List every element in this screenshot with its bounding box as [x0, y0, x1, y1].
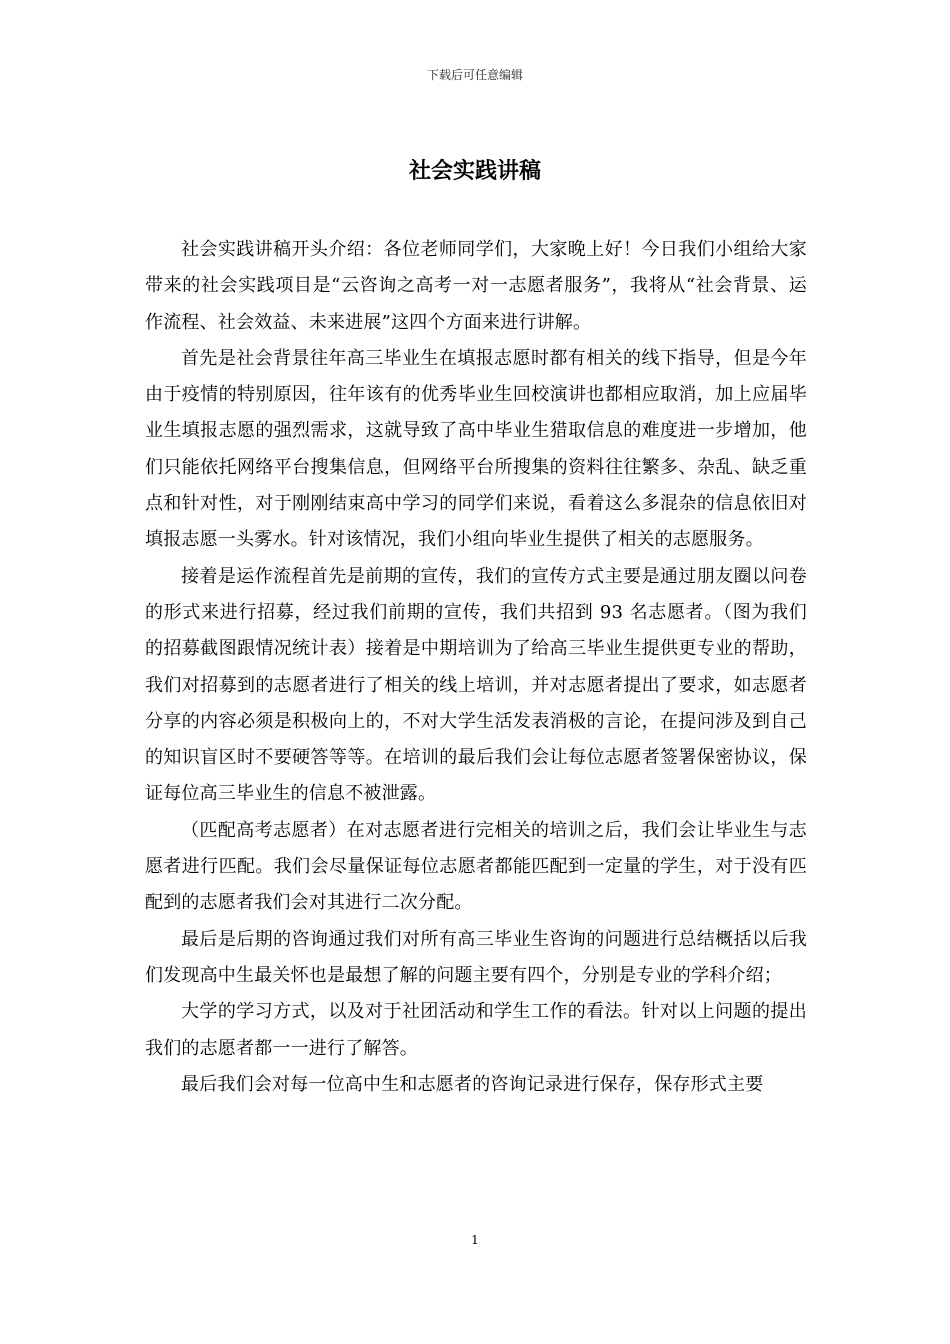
page-number: 1 [471, 1233, 479, 1247]
paragraph-process: 接着是运作流程首先是前期的宣传，我们的宣传方式主要是通过朋友圈以问卷的形式来进行招募，经过我们前期的宣传，我们共招到 93 名志愿者。（图为我们的招募截图跟情况统计表）接着是中期培训为了给高三毕业生提供更专业的帮助，我们对招募到的志愿者进行了相关的线上培训，并对志愿者提出了要求，如志愿者分享的内容必须是积极向上的，不对大学生活发表消极的言论，在提问涉及到自己的知识盲区时不要硬答等等。在培训的最后我们会让每位志愿者签署保密协议，保证每位高三毕业生的信息不被泄露。 [145, 565, 807, 805]
paragraph-intro: 社会实践讲稿开头介绍：各位老师同学们，大家晚上好！今日我们小组给大家带来的社会实践项目是“云咨询之高考一对一志愿者服务”，我将从“社会背景、运作流程、社会效益、未来进展”这四个方面来进行讲解。 [145, 239, 807, 333]
header-note: 下载后可任意编辑 [426, 68, 523, 82]
paragraph-records: 最后我们会对每一位高中生和志愿者的咨询记录进行保存，保存形式主要 [181, 1073, 764, 1095]
paragraph-questions: 大学的学习方式，以及对于社团活动和学生工作的看法。针对以上问题的提出我们的志愿者都一一进行了解答。 [145, 1001, 807, 1059]
paragraph-consulting: 最后是后期的咨询通过我们对所有高三毕业生咨询的问题进行总结概括以后我们发现高中生最关怀也是最想了解的问题主要有四个，分别是专业的学科介绍； [145, 928, 807, 986]
document-body [145, 232, 807, 1103]
paragraph-background: 首先是社会背景往年高三毕业生在填报志愿时都有相关的线下指导，但是今年由于疫情的特别原因，往年该有的优秀毕业生回校演讲也都相应取消，加上应届毕业生填报志愿的强烈需求，这就导致了高中毕业生猎取信息的难度进一步增加，他们只能依托网络平台搜集信息，但网络平台所搜集的资料往往繁多、杂乱、缺乏重点和针对性，对于刚刚结束高中学习的同学们来说，看着这么多混杂的信息依旧对填报志愿一头雾水。针对该情况，我们小组向毕业生提供了相关的志愿服务。 [145, 347, 807, 551]
document-title: 社会实践讲稿 [408, 158, 541, 184]
paragraph-matching: （匹配高考志愿者）在对志愿者进行完相关的培训之后，我们会让毕业生与志愿者进行匹配。我们会尽量保证每位志愿者都能匹配到一定量的学生，对于没有匹配到的志愿者我们会对其进行二次分配。 [145, 819, 807, 914]
